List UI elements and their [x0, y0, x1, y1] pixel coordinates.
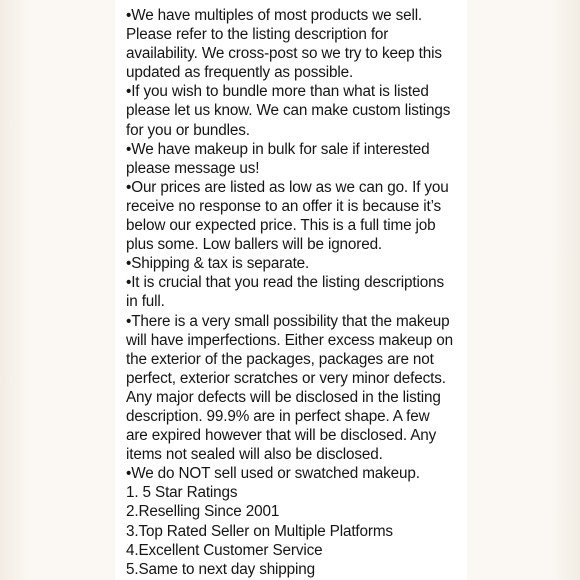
- notice-line: 4.Excellent Customer Service: [126, 541, 323, 559]
- notice-line: 1. 5 Star Ratings: [126, 484, 238, 502]
- notice-line: please message us!: [126, 159, 260, 177]
- notice-line: in full.: [126, 293, 165, 311]
- notice-line: •We have multiples of most products we sell.: [126, 7, 423, 24]
- notice-line: for you or bundles.: [126, 121, 250, 139]
- notice-line: 5.Same to next day shipping: [126, 560, 315, 578]
- notice-line: the exterior of the packages, packages are not: [126, 350, 434, 368]
- notice-line: are expired however that will be disclosed. Any: [126, 427, 437, 445]
- notice-line: •If you wish to bundle more than what is listed: [126, 83, 429, 101]
- notice-line: plus some. Low ballers will be ignored.: [126, 236, 383, 254]
- notice-line: 3.Top Rated Seller on Multiple Platforms: [126, 522, 393, 540]
- notice-line: Any major defects will be disclosed in the listing: [126, 388, 441, 406]
- shop-policy-notice: [115, 0, 467, 580]
- notice-line: •We do NOT sell used or swatched makeup.: [126, 465, 420, 483]
- notice-line: items not sealed will also be disclosed.: [126, 446, 383, 464]
- notice-text-lines: [126, 6, 467, 579]
- notice-line: updated as frequently as possible.: [126, 64, 354, 82]
- notice-line: •There is a very small possibility that the makeup: [126, 312, 450, 330]
- notice-line: •It is crucial that you read the listing descriptions: [126, 274, 444, 292]
- notice-line: perfect, exterior scratches or very minor defects.: [126, 369, 446, 387]
- notice-line: below our expected price. This is a full time job: [126, 217, 436, 235]
- notice-line: •Our prices are listed as low as we can go. If you: [126, 178, 449, 196]
- notice-line: •Shipping & tax is separate.: [126, 255, 310, 273]
- notice-line: Please refer to the listing description for: [126, 26, 389, 44]
- notice-line: please let us know. We can make custom listings: [126, 102, 451, 120]
- notice-line: 2.Reselling Since 2001: [126, 503, 280, 521]
- notice-line: •We have makeup in bulk for sale if interested: [126, 140, 430, 158]
- notice-line: receive no response to an offer it is because it’s: [126, 197, 442, 215]
- notice-line: will have imperfections. Either excess makeup on: [126, 331, 453, 349]
- notice-line: availability. We cross-post so we try to keep this: [126, 45, 442, 63]
- notice-line: description. 99.9% are in perfect shape. A few: [126, 407, 430, 425]
